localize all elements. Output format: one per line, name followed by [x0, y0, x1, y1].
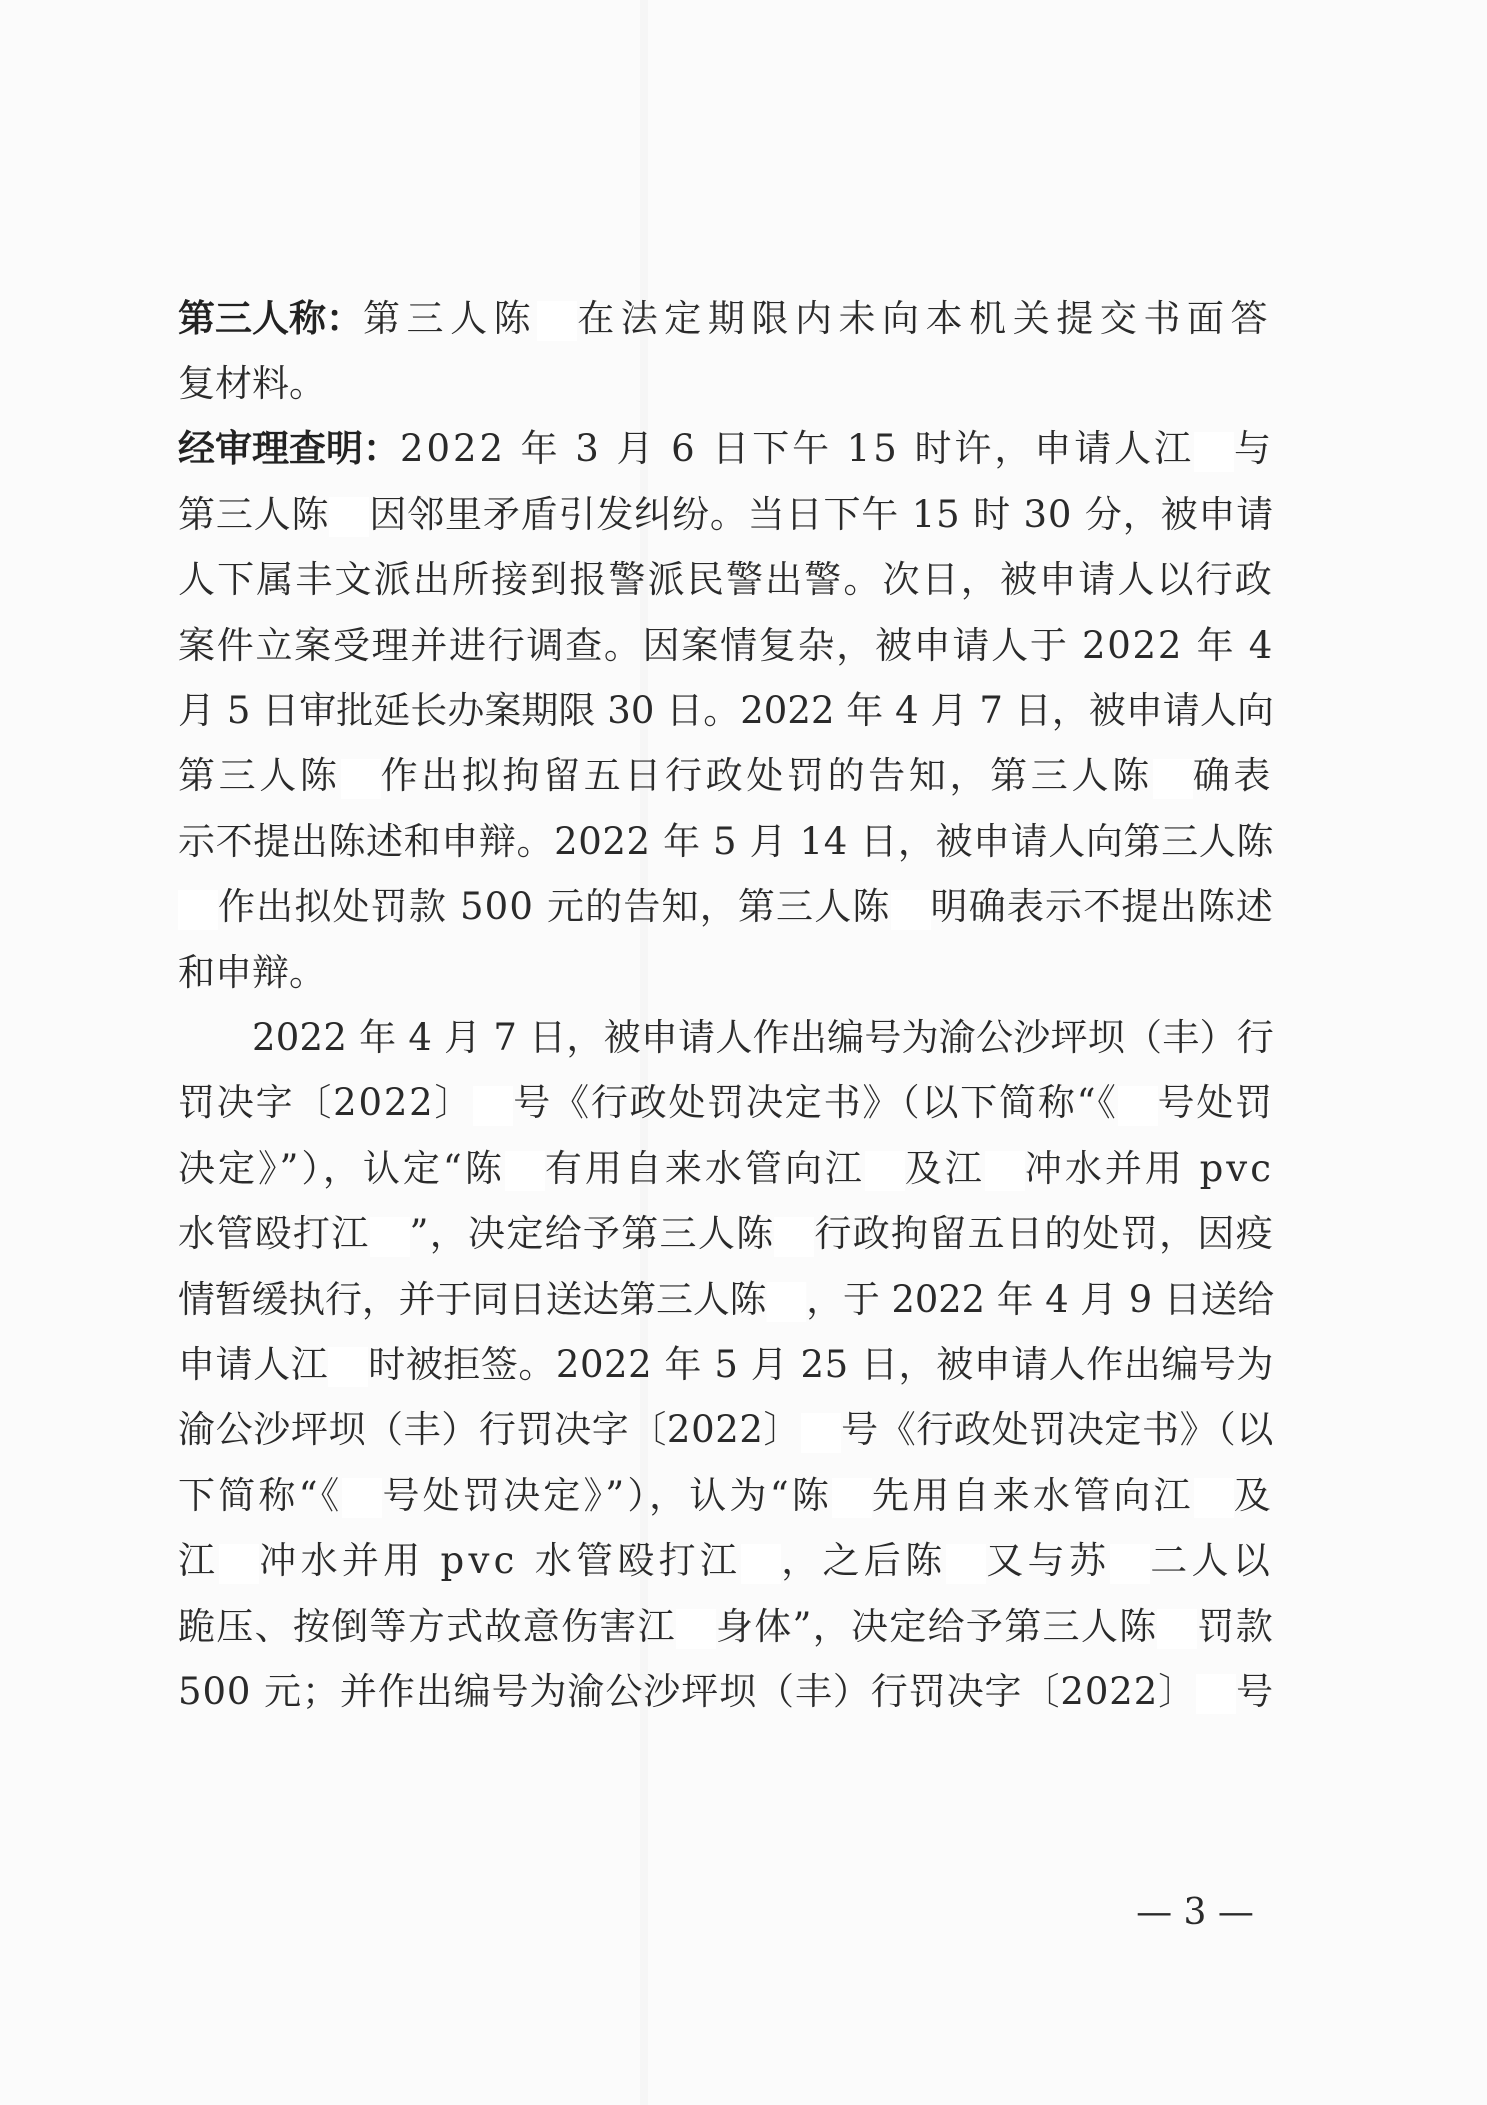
- finding-label: 经审理查明：: [178, 426, 400, 471]
- redaction-block: [766, 1282, 806, 1322]
- line-06: [178, 609, 1274, 674]
- redaction-block: [537, 301, 577, 341]
- line-08: [178, 740, 1274, 805]
- redaction-block: [178, 890, 218, 930]
- redaction-block: [370, 1217, 410, 1257]
- redaction-block: [328, 1347, 368, 1387]
- line-03: [178, 413, 1274, 478]
- line-19: [178, 1459, 1274, 1524]
- line-18: [178, 1394, 1274, 1459]
- line-text: 决定》”），认定“陈 有用自来水管向江 及江 冲水并用 pvc: [178, 1146, 1274, 1190]
- line-12: [178, 1001, 1274, 1066]
- line-text: 江 冲水并用 pvc 水管殴打江 ，之后陈 又与苏 二人以: [178, 1539, 1275, 1583]
- line-16: [178, 1263, 1274, 1328]
- redaction-block: [1196, 1674, 1236, 1714]
- redaction-block: [801, 1413, 841, 1453]
- line-text: 申请人江 时被拒签。2022 年 5 月 25 日，被申请人作出编号为: [178, 1342, 1274, 1386]
- line-text: 跪压、按倒等方式故意伤害江 身体”，决定给予第三人陈 罚款: [178, 1604, 1275, 1648]
- line-text: 情暂缓执行，并于同日送达第三人陈 ，于 2022 年 4 月 9 日送给: [178, 1277, 1275, 1321]
- third-party-label: 第三人称：: [178, 295, 363, 340]
- redaction-block: [341, 759, 381, 799]
- line-text: 500 元；并作出编号为渝公沙坪坝（丰）行罚决字〔2022〕 号: [178, 1669, 1275, 1713]
- redaction-block: [1157, 1609, 1197, 1649]
- line-text: 第三人陈 因邻里矛盾引发纠纷。当日下午 15 时 30 分，被申请: [178, 492, 1275, 536]
- line-01: [178, 282, 1274, 347]
- line-22: [178, 1655, 1274, 1720]
- line-text: 案件立案受理并进行调查。因案情复杂，被申请人于 2022 年 4: [178, 623, 1275, 667]
- line-text: 示不提出陈述和申辩。2022 年 5 月 14 日，被申请人向第三人陈: [178, 819, 1274, 863]
- redaction-block: [1194, 432, 1234, 472]
- page-number: — 3 —: [1136, 1892, 1254, 1933]
- redaction-block: [741, 1544, 781, 1584]
- line-text: 下简称“《 号处罚决定》”），认为“陈 先用自来水管向江 及: [178, 1473, 1274, 1517]
- line-text: 渝公沙坪坝（丰）行罚决字〔2022〕 号《行政处罚决定书》（以: [178, 1408, 1274, 1452]
- line-10: [178, 871, 1274, 936]
- redaction-block: [774, 1217, 814, 1257]
- line-02: [178, 347, 1274, 412]
- line-21: [178, 1590, 1274, 1655]
- line-05: [178, 544, 1274, 609]
- document-body: [178, 282, 1274, 1721]
- redaction-block: [1110, 1544, 1150, 1584]
- line-07: [178, 674, 1274, 739]
- line-text: 罚决字〔2022〕 号《行政处罚决定书》（以下简称“《 号处罚: [178, 1081, 1275, 1125]
- line-text: 第三人陈 在法定期限内未向本机关提交书面答: [363, 296, 1275, 340]
- redaction-block: [1153, 759, 1193, 799]
- redaction-block: [1194, 1478, 1234, 1518]
- redaction-block: [832, 1478, 872, 1518]
- line-17: [178, 1328, 1274, 1393]
- redaction-block: [946, 1544, 986, 1584]
- line-14: [178, 1132, 1274, 1197]
- redaction-block: [865, 1151, 905, 1191]
- line-text: 和申辩。: [178, 950, 326, 994]
- redaction-block: [1118, 1086, 1158, 1126]
- redaction-block: [505, 1151, 545, 1191]
- line-text: 人下属丰文派出所接到报警派民警出警。次日，被申请人以行政: [178, 558, 1274, 602]
- redaction-block: [219, 1544, 259, 1584]
- line-text: 第三人陈 作出拟拘留五日行政处罚的告知，第三人陈 确表: [178, 754, 1275, 798]
- redaction-block: [985, 1151, 1025, 1191]
- line-04: [178, 478, 1274, 543]
- redaction-block: [342, 1478, 382, 1518]
- line-11: [178, 936, 1274, 1001]
- redaction-block: [676, 1609, 716, 1649]
- redaction-block: [473, 1086, 513, 1126]
- line-20: [178, 1524, 1274, 1589]
- line-09: [178, 805, 1274, 870]
- line-13: [178, 1067, 1274, 1132]
- line-text: 水管殴打江 ”，决定给予第三人陈 行政拘留五日的处罚，因疫: [178, 1212, 1275, 1256]
- line-text: 月 5 日审批延长办案期限 30 日。2022 年 4 月 7 日，被申请人向: [178, 689, 1274, 733]
- line-text: 作出拟处罚款 500 元的告知，第三人陈 明确表示不提出陈述: [178, 876, 1274, 930]
- line-text: 复材料。: [178, 362, 326, 406]
- line-text: 2022 年 4 月 7 日，被申请人作出编号为渝公沙坪坝（丰）行: [252, 1015, 1274, 1059]
- redaction-block: [891, 890, 931, 930]
- line-15: [178, 1197, 1274, 1262]
- line-text: 2022 年 3 月 6 日下午 15 时许，申请人江 与: [400, 427, 1274, 471]
- redaction-block: [329, 497, 369, 537]
